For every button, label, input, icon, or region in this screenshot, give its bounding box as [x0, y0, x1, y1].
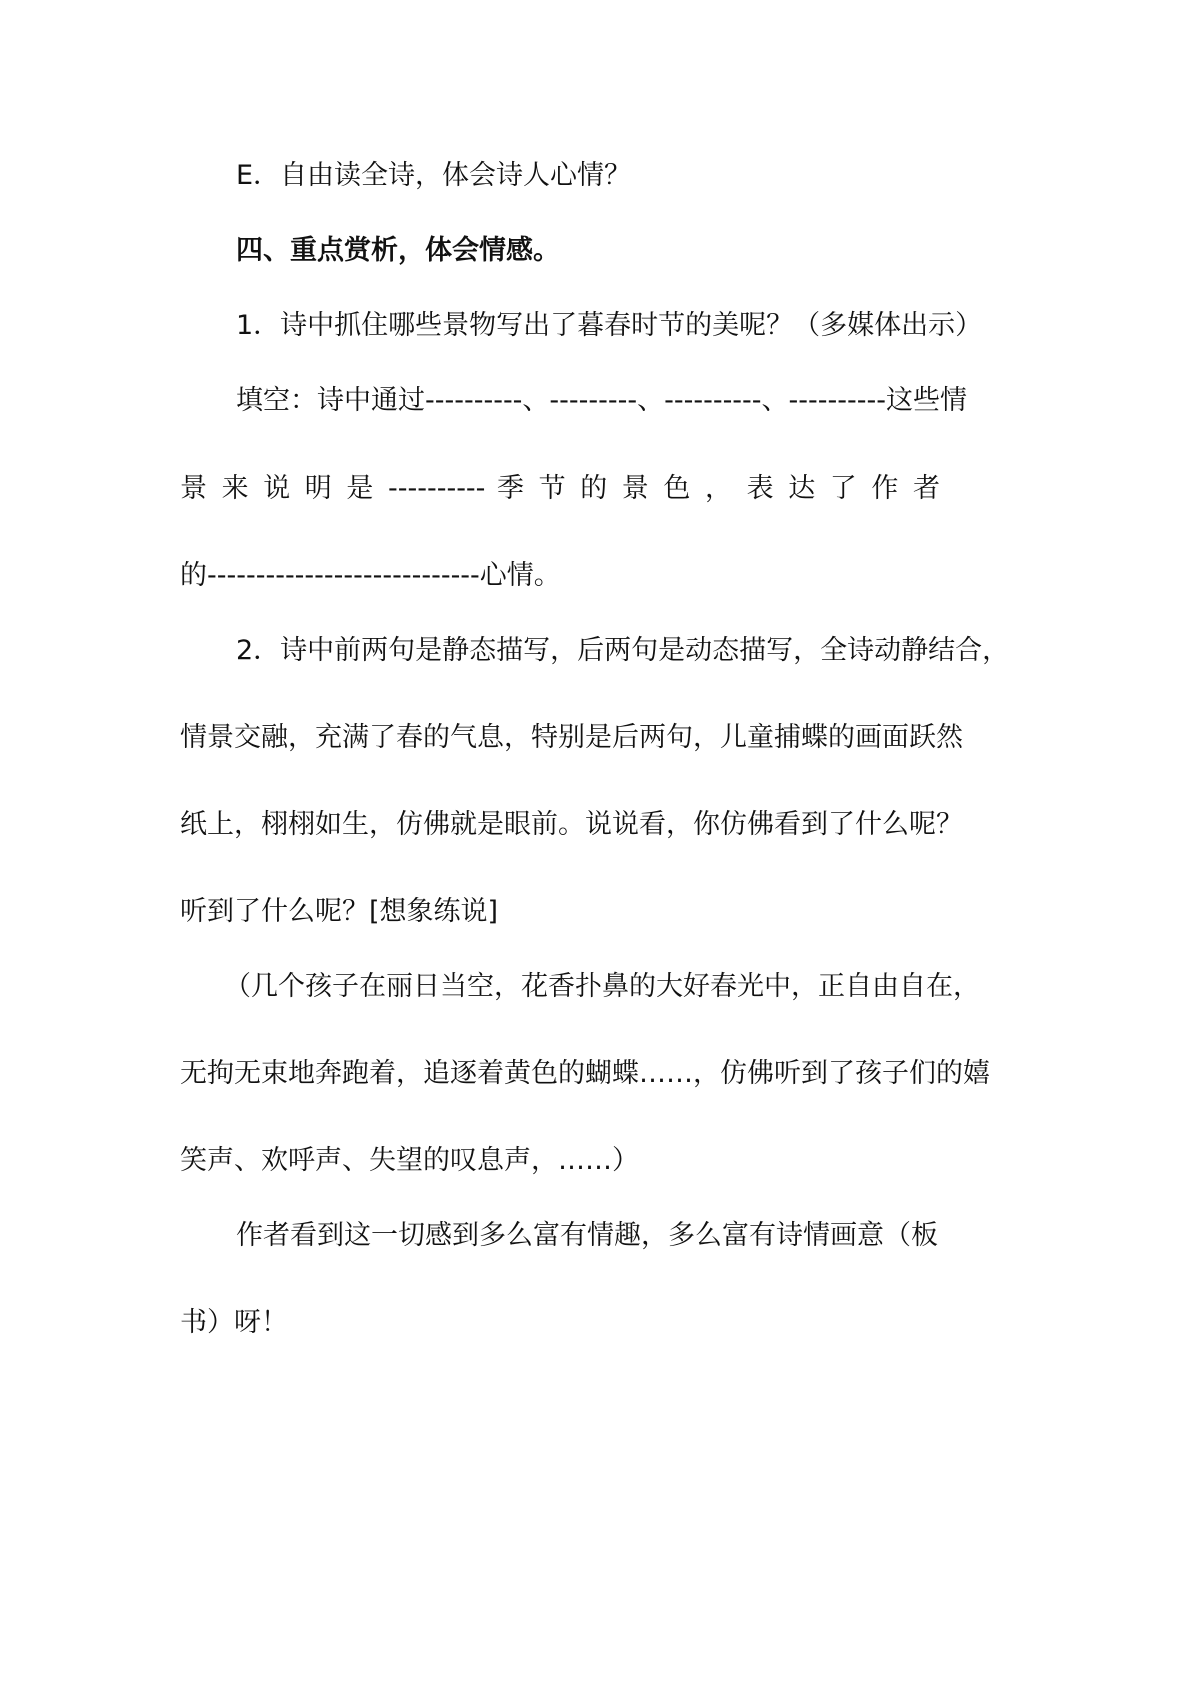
- fill-blank-line-2: 景 来 说 明 是 ---------- 季 节 的 景 色 ， 表 达 了 作 者: [180, 473, 940, 504]
- conclusion-line-1: 作者看到这一切感到多么富有情趣，多么富有诗情画意（板: [236, 1220, 938, 1251]
- example-answer-line-1: （几个孩子在丽日当空，花香扑鼻的大好春光中，正自由自在，: [224, 971, 980, 1002]
- conclusion-line-2: 书）呀！: [180, 1307, 288, 1338]
- fill-blank-line-3: 的----------------------------心情。: [180, 560, 561, 591]
- fill-blank-line-1: 填空：诗中通过----------、---------、----------、----------这些情: [236, 385, 967, 416]
- example-answer-line-3: 笑声、欢呼声、失望的叹息声，……）: [180, 1145, 639, 1176]
- question-2-line-3: 纸上，栩栩如生，仿佛就是眼前。说说看，你仿佛看到了什么呢？: [180, 809, 963, 840]
- question-2-line-4: 听到了什么呢？[想象练说]: [180, 896, 499, 927]
- question-2-line-1: 2．诗中前两句是静态描写，后两句是动态描写，全诗动静结合，: [236, 635, 1010, 666]
- line-step-e: E．自由读全诗，体会诗人心情？: [236, 160, 632, 191]
- question-1: 1．诗中抓住哪些景物写出了暮春时节的美呢？（多媒体出示）: [236, 310, 983, 341]
- example-answer-line-2: 无拘无束地奔跑着，追逐着黄色的蝴蝶……，仿佛听到了孩子们的嬉: [180, 1058, 990, 1089]
- question-2-line-2: 情景交融，充满了春的气息，特别是后两句，儿童捕蝶的画面跃然: [180, 722, 963, 753]
- section-heading: 四、重点赏析，体会情感。: [236, 235, 560, 266]
